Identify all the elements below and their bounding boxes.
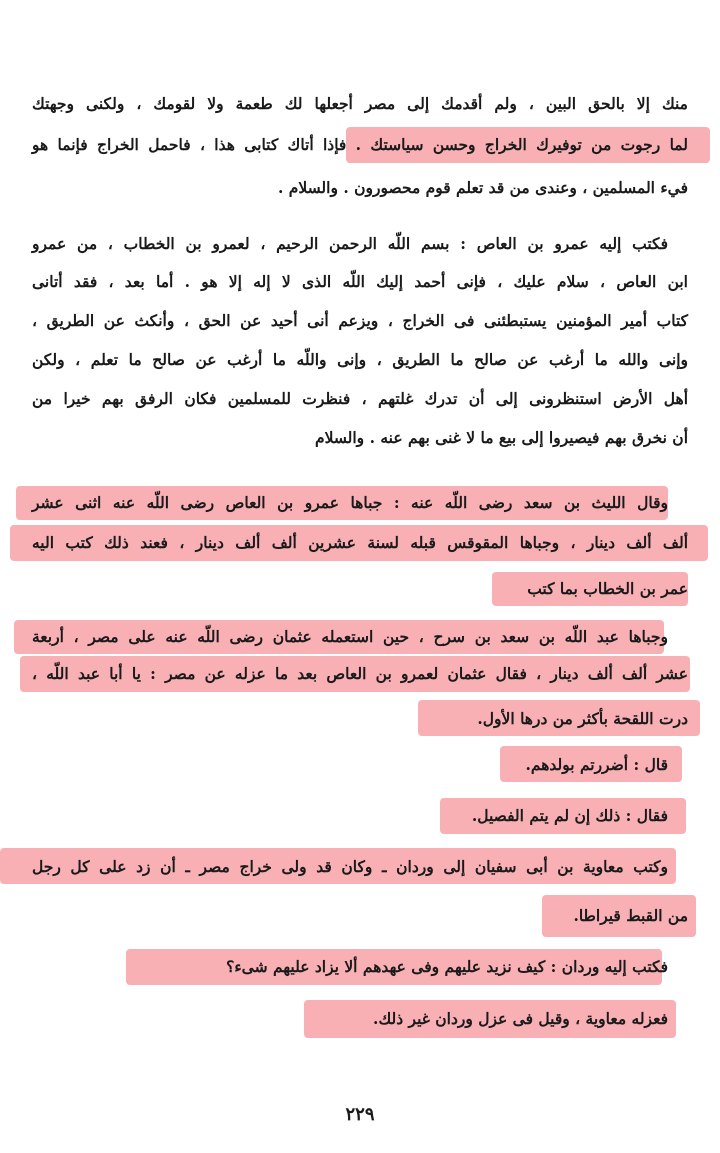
text-line: فكتب إليه وردان : كيف نزيد عليهم وفى عهدهم ألا يزاد عليهم شىء؟ bbox=[226, 957, 668, 976]
text-line: من القبط قيراطا. bbox=[573, 906, 688, 925]
text-line: أن نخرق بهم فيصيروا إلى بيع ما لا غنى بهم عنه . والسلام bbox=[314, 428, 688, 447]
text-line: ابن العاص ، سلام عليك ، فإنى أحمد إليك اللّه الذى لا إله إلا هو . أما بعد ، فقد أتانى bbox=[32, 272, 688, 291]
text-line: منك إلا بالحق البين ، ولم أقدمك إلى مصر أجعلها لك طعمة ولا لقومك ، ولكنى وجهتك bbox=[32, 94, 688, 113]
text-line: فقال : ذلك إن لم يتم الفصيل. bbox=[471, 806, 668, 825]
text-line: فيء المسلمين ، وعندى من قد تعلم قوم محصورون . والسلام . bbox=[277, 178, 688, 197]
text-line: لما رجوت من توفيرك الخراج وحسن سياستك . فإذا أتاك كتابى هذا ، فاحمل الخراج فإنما هو bbox=[32, 135, 688, 154]
text-line: عمر بن الخطاب بما كتب bbox=[527, 579, 688, 598]
page-number: ٢٢٩ bbox=[345, 1104, 375, 1125]
text-line: وإنى والله ما أرغب عن صالح ما الطريق ، وإنى واللّه ما أرغب عن صالح ما تعلم ، ولكن bbox=[32, 350, 688, 369]
text-line: قال : أضررتم بولدهم. bbox=[525, 755, 668, 774]
text-line: فعزله معاوية ، وقيل فى عزل وردان غير ذلك. bbox=[373, 1009, 668, 1028]
text-line: أهل الأرض استنظرونى إلى أن تدرك غلتهم ، فنظرت للمسلمين فكان الرفق بهم خيرا من bbox=[32, 389, 688, 408]
text-line: فكتب إليه عمرو بن العاص : بسم اللّه الرحمن الرحيم ، لعمرو بن الخطاب ، من عمرو bbox=[32, 234, 668, 253]
text-line: وقال الليث بن سعد رضى اللّه عنه : جباها عمرو بن العاص رضى اللّه عنه اثنى عشر bbox=[32, 493, 668, 512]
text-line: درت اللقحة بأكثر من درها الأول. bbox=[477, 709, 688, 728]
text-line: ألف ألف دينار ، وجباها المقوقس قبله لسنة عشرين ألف ألف دينار ، فعند ذلك كتب اليه bbox=[32, 533, 688, 552]
text-line: كتاب أمير المؤمنين يستبطئنى فى الخراج ، ويزعم أنى أحيد عن الحق ، وأنكث عن الطريق ، bbox=[32, 311, 688, 330]
text-line: وجباها عبد اللّه بن سعد بن سرح ، حين استعمله عثمان رضى اللّه عنه على مصر ، أربعة bbox=[32, 627, 668, 646]
text-line: وكتب معاوية بن أبى سفيان إلى وردان ـ وكان قد ولى خراج مصر ـ أن زد على كل رجل bbox=[32, 857, 668, 876]
text-line: عشر ألف ألف دينار ، فقال عثمان لعمرو بن العاص بعد ما عزله عن مصر : يا أبا عبد اللّه ، bbox=[32, 664, 688, 683]
